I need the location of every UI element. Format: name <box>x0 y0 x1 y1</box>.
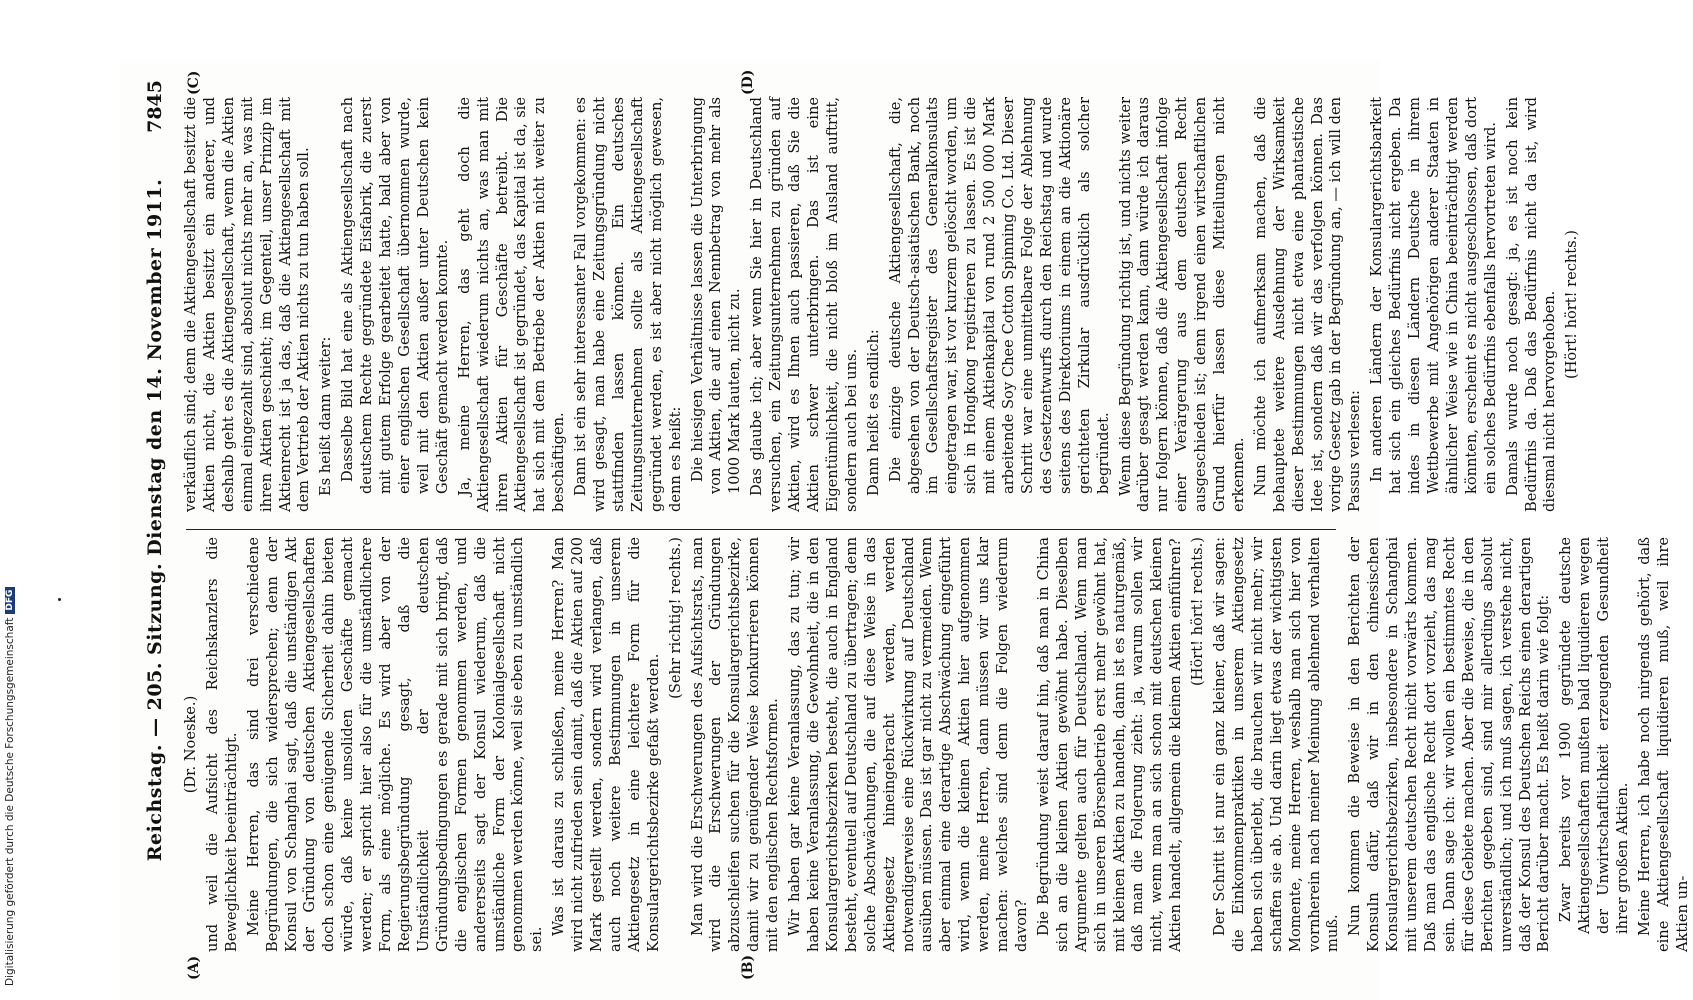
margin-mark-d: (D) <box>740 69 756 95</box>
scanned-page <box>120 60 1691 1000</box>
paragraph: Nun kommen die Beweise in den Berichten der Konsuln dafür, daß wir in den chinesischen Konsulargerichtsbezirken, insbesondere in Schanghai mit unserem deutschen Recht nicht vorwärts kommen. Daß man das englische Recht dort vorzieht, das mag sein. Dann sage ich: wir wollen ein bestimmtes Recht für diese Gebiete machen. Aber die Beweise, die in den Berichten gegeben sind, sind mir allerdings absolut unverständlich; und ich muß sagen, ich verstehe nicht, daß der Konsul des Deutschen Reichs einen derartigen Bericht darüber macht. Es heißt darin wie folgt: <box>1346 537 1553 952</box>
paragraph: Wir haben gar keine Veranlassung, das zu tun; wir haben keine Veranlassung, die Gewohnheit, die in den Konsulargerichtsbezirken besteht, die auch in England besteht, eventuell auf Deutschland zu übertragen; denn solche Abschwächungen, die auf diese Weise in das Aktiengesetz hineingebracht werden, werden notwendigerweise eine Rückwirkung auf Deutschland ausüben müssen. Das ist gar nicht zu vermeiden. Wenn aber einmal eine derartige Abschwächung eingeführt wird, wenn die kleinen Aktien hier aufgenommen werden, meine Herren, dann müssen wir uns klar machen: welches sind denn die Folgen wiederum davon? <box>786 537 1030 952</box>
paragraph: Der Schritt ist nur ein ganz kleiner, daß wir sagen: die Einkommenpraktiken in unserem Aktiengesetz haben sich überlebt, die brauchen wir nicht mehr; wir schaffen sie ab. Und darin liegt etwas der wichtigsten Momente, meine Herren, weshalb man sich hier von vornherein nach meiner Meinung ablehnend verhalten muß. <box>1211 537 1342 952</box>
paragraph: Was ist daraus zu schließen, meine Herren? Man wird nicht zufrieden sein damit, daß die Aktien auf 200 Mark gestellt werden, sondern wird verlangen, daß auch noch weitere Bestimmungen in unserem Aktiengesetz in eine leichtere Form für die Konsulargerichtsbezirke gefaßt werden. <box>550 537 662 952</box>
interjection: (Sehr richtig! rechts.) <box>666 537 684 699</box>
paragraph: verkäuflich sind; denn die Aktiengesellschaft besitzt die Aktien nicht, die Aktien besitzt ein anderer, und deshalb geht es die Aktiengesellschaft, wenn die Aktien einmal eingezahlt sind, absolut nichts mehr an, was mit ihren Aktien geschieht; im Gegenteil, unser Prinzip im Aktienrecht ist ja das, daß die Aktiengesellschaft mit dem Vertrieb der Aktien nichts zu tun haben soll. <box>182 97 313 512</box>
digitization-credit <box>4 18 22 998</box>
paragraph: Dann ist ein sehr interessanter Fall vorgekommen: es wird gesagt, man habe eine Zeitungsgründung nicht stattfinden lassen können. Ein deutsches Zeitungsunternehmen sollte als Aktiengesellschaft gegründet werden, es ist aber nicht möglich gewesen, denn es heißt: <box>572 97 684 512</box>
quotation: Die einzige deutsche Aktiengesellschaft, die, abgesehen von der Deutsch-asiatischen Bank, noch im Gesellschaftsregister des Generalkonsulats eingetragen war, ist vor kurzem gelöscht worden, um sich in Hongkong registrieren zu lassen. Es ist die mit einem Aktienkapital von rund 2 500 000 Mark arbeitende Soy Chee Cotton Spinning Co. Ltd. Dieser Schritt war eine unmittelbare Folge der Ablehnung des Gesetzentwurfs durch den Reichstag und wurde seitens des Direktoriums in einem an die Aktionäre gerichteten Zirkular ausdrücklich als solcher begründet. <box>886 97 1112 494</box>
paragraph: Meine Herren, das sind drei verschiedene Begründungen, die sich widersprechen; denn der Konsul von Schanghai sagt, daß die unständigen Akt der Gründung von deutschen Aktiengesellschaften doch schon eine genügende Sicherheit dahin bieten würde, daß keine unsoliden Geschäfte gemacht werden; er spricht hier also für die umständlichere Form, als eine mögliche. Es wird aber von der Regierungsbegründung gesagt, daß die Umständlichkeit der deutschen Gründungsbedingungen es gerade mit sich bringt, daß die englischen Formen genommen werden, und andererseits sagt der Konsul wiederum, daß die umständliche Form der Kolonialgesellschaft nicht genommen werden könne, weil sie eben zu umständlich sei. <box>244 537 546 952</box>
speaker-name: (Dr. Noeske.) <box>182 695 199 794</box>
paragraph: Es heißt dann weiter: <box>317 336 335 496</box>
paragraph: und weil die Aufsicht des Reichskanzlers die Beweglichkeit beeinträchtigt. <box>203 537 240 952</box>
page-header <box>144 80 174 960</box>
paragraph: Ja, meine Herren, das geht doch die Aktiengesellschaft wiederum nichts an, was man mit ihren Aktien für Geschäfte betreibt. Die Aktiengesellschaft ist gegründet, das Kapital ist da, sie hat sich mit dem Betriebe der Aktien nicht weiter zu beschäftigen. <box>455 97 568 512</box>
paragraph: Dann heißt es endlich: <box>864 329 882 496</box>
paragraph: Das glaube ich; aber wenn Sie hier in Deutschland versuchen, ein Zeitungsunternehmen zu gründen auf Aktien, wird es Ihnen auch passieren, daß Sie die Aktien schwer unterbringen. Das ist eine Eigentümlichkeit, die nicht bloß im Ausland auftritt, sondern auch bei uns. <box>748 97 860 512</box>
margin-mark-b: (B) <box>740 954 756 980</box>
margin-mark-c: (C) <box>186 70 202 95</box>
paragraph: Wenn diese Begründung richtig ist, und nichts weiter darüber gesagt werden kann, dann würde ich daraus nur folgern können, daß die Aktiengesellschaft infolge einer Verärgerung aus dem deutschen Recht ausgeschieden ist; denn irgend einen wirtschaftlichen Grund hierfür lassen diese Mitteilungen nicht erkennen. <box>1116 97 1247 512</box>
interjection: (Hört! hört! rechts.) <box>1189 537 1207 686</box>
digitization-credit-label: Digitalisierung gefördert durch die Deutsche Forschungsgemeinschaft <box>4 617 16 986</box>
quotation: Dasselbe Bild hat eine als Aktiengesellschaft nach deutschem Rechte gegründete Eisfabrik, die zuerst mit gutem Erfolge gearbeitet hatte, bald aber von einer englischen Gesellschaft übernommen wurde, weil mit den Aktien außer unter Deutschen kein Geschäft gemacht werden konnte. <box>339 97 451 494</box>
digitization-credit-text <box>4 6 16 986</box>
right-column <box>182 97 1581 512</box>
quotation: In anderen Ländern der Konsulargerichtsbarkeit hat sich ein gleiches Bedürfnis nicht ergeben. Da indes in diesen Ländern Deutsche in ihrem Wettbewerbe mit Angehörigen anderer Staaten in ähnlicher Weise wie in China beeinträchtigt werden könnten, erscheint es nicht ausgeschlossen, daß dort ein solches Bedürfnis ebenfalls hervortreten wird. <box>1368 97 1499 494</box>
paragraph: Man wird die Erschwerungen des Aufsichtsrats, man wird die Erschwerungen der Gründungen abzuschleifen suchen für die Konsulargerichtsbezirke, damit wir zu genügender Weise konkurrieren können mit den englischen Rechtsformen. <box>688 537 782 952</box>
paragraph: Damals wurde noch gesagt: ja, es ist noch kein Bedürfnis da. Daß das Bedürfnis nicht da ist, wird diesmal nicht hervorgehoben. <box>1503 97 1559 512</box>
interjection: (Hört! hört! rechts.) <box>1563 230 1581 379</box>
paragraph: Meine Herren, ich habe noch nirgends gehört, daß eine Aktiengesellschaft liquidieren muß, weil ihre Aktien un- <box>1635 537 1691 952</box>
quotation: Zwar bereits vor 1900 gegründete deutsche Aktiengesellschaften mußten bald liquidieren wegen der Unwirtschaftlichkeit erzeugenden Gesundheit ihrer großen Aktien. <box>1557 537 1632 934</box>
paragraph: Nun möchte ich aufmerksam machen, daß die behauptete weitere Ausdehnung der Wirksamkeit dieser Bestimmungen nicht etwa eine phantastische Idee ist, sondern daß wir das verfolgen können. Das vorige Gesetz gab in der Begründung an, — ich will den Passus verlesen: <box>1251 97 1364 512</box>
page-header-title: Reichstag. — 205. Sitzung. Dienstag den 14. November 1911. <box>144 178 166 862</box>
left-column <box>182 537 1691 952</box>
dfg-logo: DFG <box>5 587 15 614</box>
page-number: 7845 <box>144 80 166 133</box>
paragraph: Die Begründung weist darauf hin, daß man in China sich an die kleinen Aktien gewöhnt habe. Dieselben Argumente gelten auch für Deutschland. Wenn man sich in unseren Börsenbetrieb erst mehr gewöhnt hat, mit kleinen Aktien zu handeln, dann ist es naturgemäß, daß man die Folgerung zieht: ja, warum sollen wir nicht, wenn man an sich schon mit deutschen kleinen Aktien handelt, allgemein die kleinen Aktien einführen? <box>1034 537 1185 952</box>
column-divider <box>186 529 1336 530</box>
quotation: Die hiesigen Verhältnisse lassen die Unterbringung von Aktien, die auf einen Nennbetrag von mehr als 1000 Mark lauten, nicht zu. <box>688 97 744 494</box>
margin-mark-a: (A) <box>186 955 202 980</box>
scan-speck <box>58 598 61 601</box>
